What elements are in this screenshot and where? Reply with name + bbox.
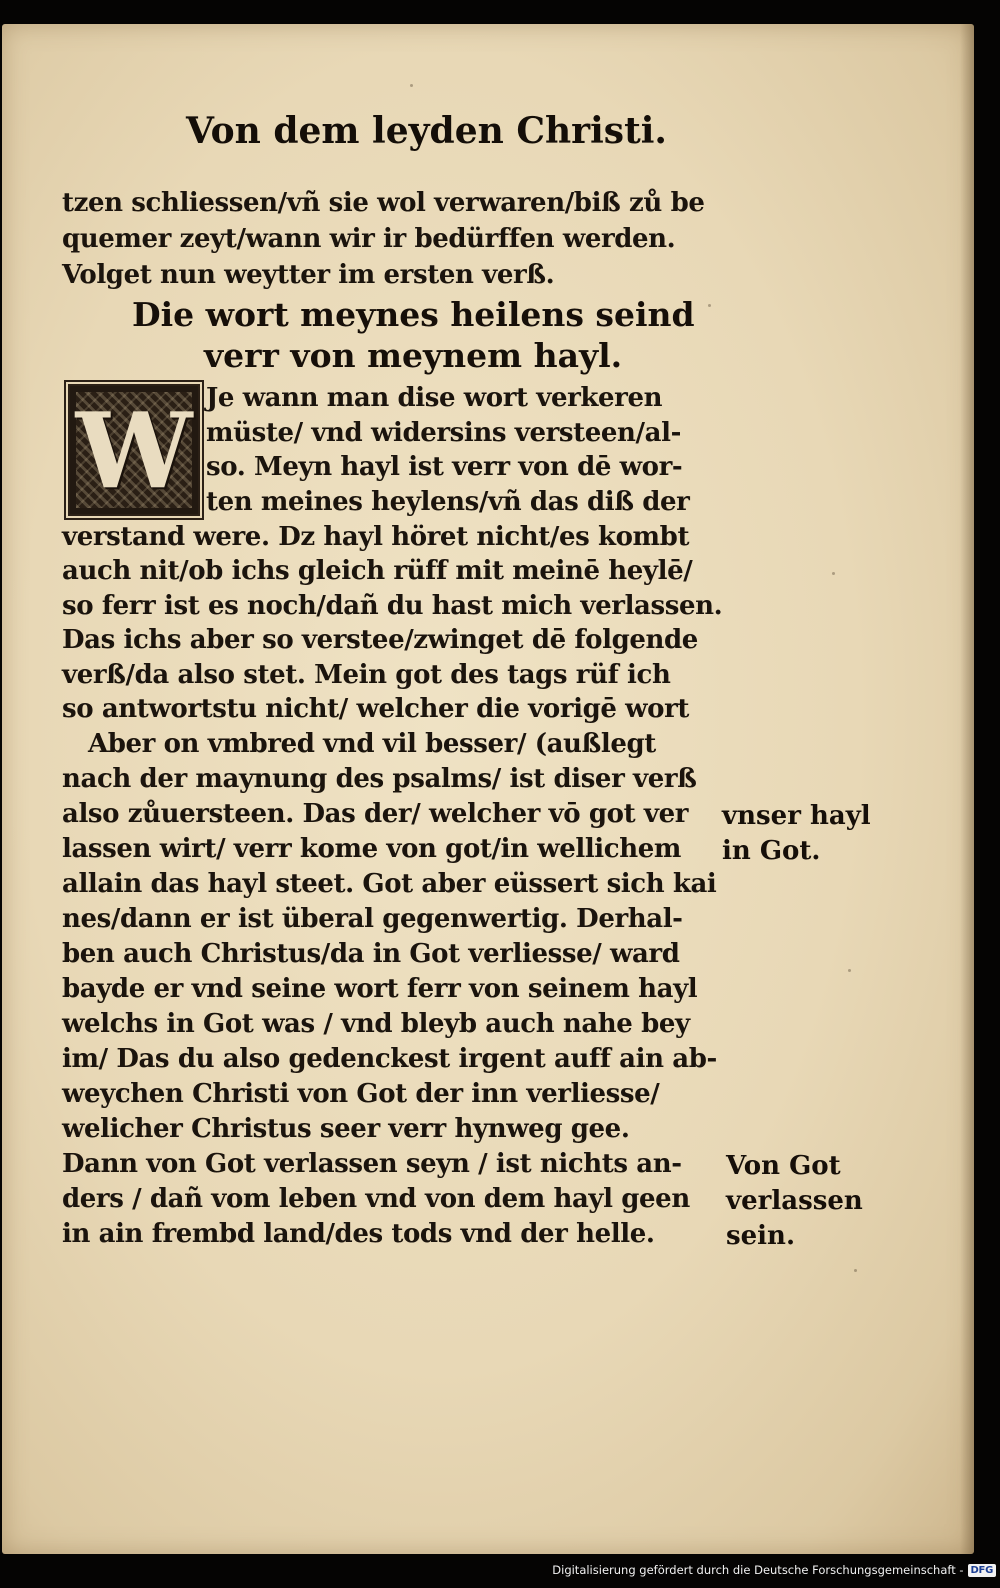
paper-speck	[410, 84, 413, 87]
body-line: welchs in Got was / vnd bleyb auch nahe bey	[62, 1009, 690, 1039]
body-line: nes/dann er ist überal gegenwertig. Derhal-	[62, 904, 683, 934]
paper-speck	[854, 1269, 857, 1272]
body-line: verß/da also stet. Mein got des tags rüf ich	[62, 660, 671, 690]
body-line: verstand were. Dz hayl höret nicht/es kombt	[62, 522, 690, 552]
body-line: so antwortstu nicht/ welcher die vorigē wort	[62, 694, 690, 724]
body-line: nach der maynung des psalms/ ist diser verß	[62, 764, 697, 794]
body-line: ders / dañ vom leben vnd von dem hayl geen	[62, 1184, 690, 1214]
page-edge-shadow	[960, 24, 974, 1554]
body-line: so. Meyn hayl ist verr von dē wor-	[206, 452, 683, 482]
running-head: Von dem leyden Christi.	[186, 110, 667, 152]
body-line: lassen wirt/ verr kome von got/in wellichem	[62, 834, 681, 864]
margin-note-line: sein.	[726, 1221, 796, 1251]
digitization-credit	[552, 1558, 996, 1582]
body-line: auch nit/ob ichs gleich rüff mit meinē heylē/	[62, 556, 693, 586]
body-line: welicher Christus seer verr hynweg gee.	[62, 1114, 630, 1144]
paper-speck	[832, 572, 835, 575]
paper-speck	[708, 304, 711, 307]
body-line: allain das hayl steet. Got aber eüssert sich kai	[62, 869, 717, 899]
body-line: Volget nun weytter im ersten verß.	[62, 260, 555, 290]
section-heading-line: Die wort meynes heilens seind	[132, 295, 695, 334]
body-line: ten meines heylens/vñ das diß der	[206, 487, 690, 517]
section-heading-line: verr von meynem hayl.	[204, 336, 623, 375]
body-line: Aber on vmbred vnd vil besser/ (außlegt	[62, 729, 656, 759]
body-line: Je wann man dise wort verkeren	[206, 383, 663, 413]
margin-note-line: verlassen	[726, 1186, 863, 1216]
credit-text: Digitalisierung gefördert durch die Deutsche Forschungsgemeinschaft -	[552, 1563, 964, 1577]
decorated-initial	[68, 384, 200, 516]
body-line: also zůuersteen. Das der/ welcher vō got ver	[62, 799, 689, 829]
body-line: im/ Das du also gedenckest irgent auff ain ab-	[62, 1044, 717, 1074]
body-line: so ferr ist es noch/dañ du hast mich verlassen.	[62, 591, 723, 621]
dfg-logo: DFG	[968, 1564, 996, 1577]
margin-note-line: Von Got	[726, 1151, 841, 1181]
body-line: Dann von Got verlassen seyn / ist nichts an-	[62, 1149, 682, 1179]
body-line: quemer zeyt/wann wir ir bedürffen werden.	[62, 224, 676, 254]
body-line: ben auch Christus/da in Got verliesse/ ward	[62, 939, 680, 969]
margin-note-line: vnser hayl	[722, 801, 871, 831]
body-line: müste/ vnd widersins versteen/al-	[206, 418, 681, 448]
body-line: in ain frembd land/des tods vnd der helle.	[62, 1219, 655, 1249]
body-line: weychen Christi von Got der inn verliesse/	[62, 1079, 660, 1109]
book-page	[2, 24, 974, 1554]
paper-speck	[848, 969, 851, 972]
body-line: Das ichs aber so verstee/zwinget dē folgende	[62, 625, 698, 655]
body-line: bayde er vnd seine wort ferr von seinem hayl	[62, 974, 698, 1004]
body-line: tzen schliessen/vñ sie wol verwaren/biß zů be	[62, 188, 705, 218]
initial-letter: W	[75, 388, 193, 512]
margin-note-line: in Got.	[722, 836, 821, 866]
